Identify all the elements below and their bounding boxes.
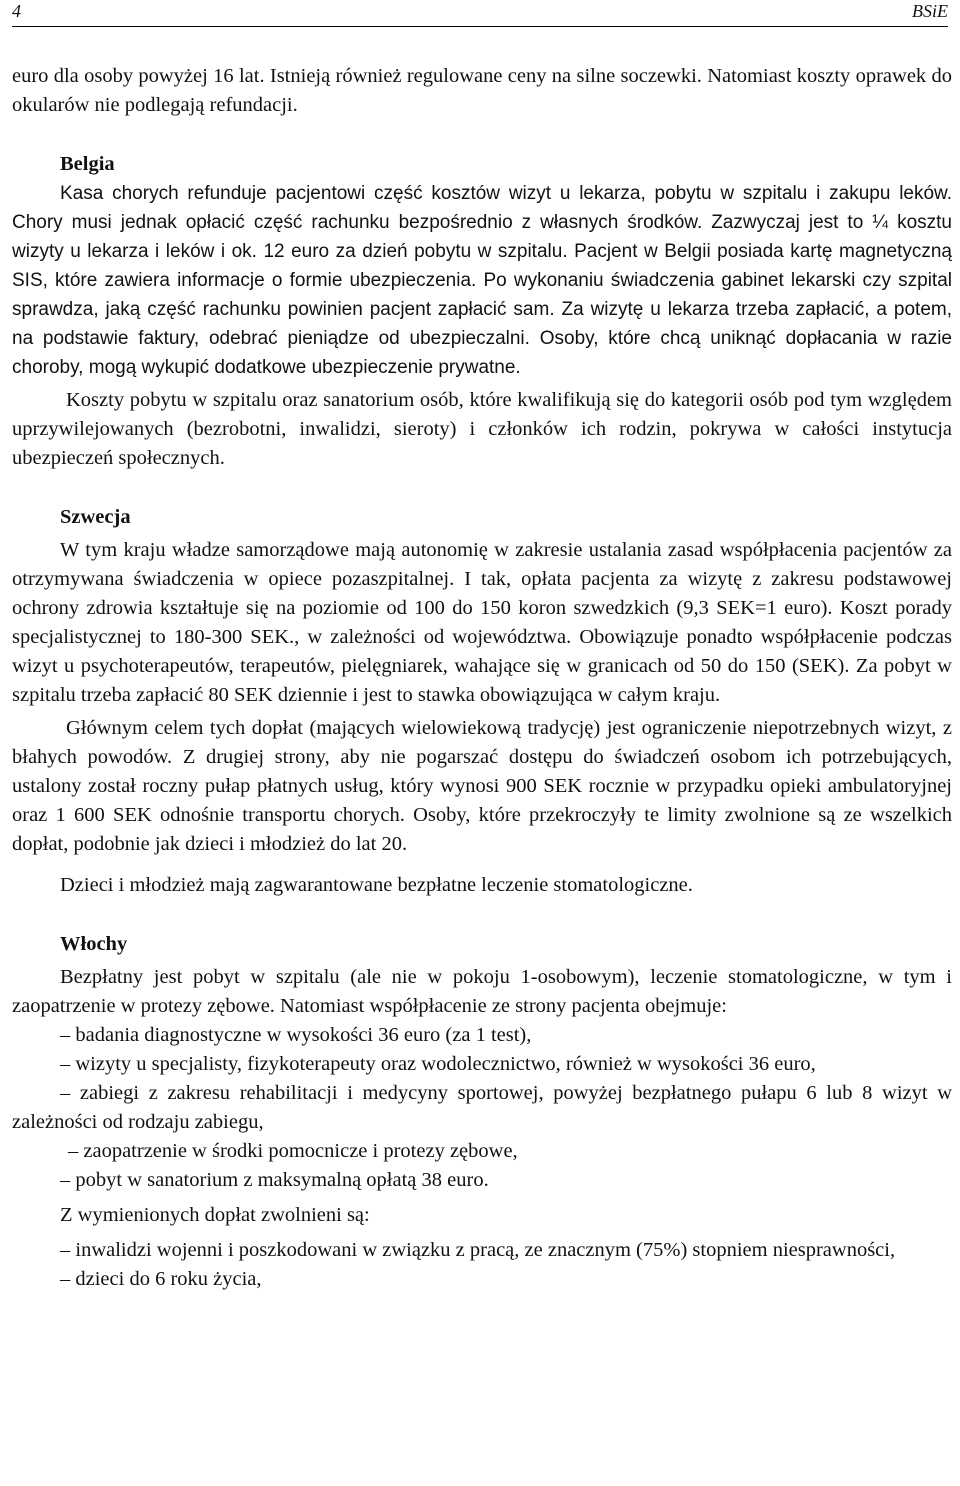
list-item: – zabiegi z zakresu rehabilitacji i medycyny sportowej, powyżej bezpłatnego pułapu 6 lub 8 wizyt w zależności od rodzaju zabiegu, (12, 1082, 952, 1133)
list-item: – wizyty u specjalisty, fizykoterapeuty oraz wodolecznictwo, również w wysokości 36 euro, (60, 1053, 816, 1075)
journal-name: BSiE (912, 1, 948, 21)
article-body (12, 62, 952, 1294)
szwecja-paragraph-3: Dzieci i młodzież mają zagwarantowane bezpłatne leczenie stomatologiczne. (60, 874, 693, 896)
section-title-wlochy: Włochy (60, 933, 128, 955)
list-item: – inwalidzi wojenni i poszkodowani w związku z pracą, ze znacznym (75%) stopniem niesprawności, (60, 1239, 896, 1261)
list-item: – badania diagnostyczne w wysokości 36 euro (za 1 test), (60, 1024, 532, 1046)
belgia-paragraph-2: Koszty pobytu w szpitalu oraz sanatorium osób, które kwalifikują się do kategorii osób pod tym względem uprzywilejowanych (bezrobotni, inwalidzi, sieroty) i członków ich rodzin, pokrywa w całości instytucja ubezpieczeń społecznych. (12, 389, 952, 469)
wlochy-paragraph-1: Bezpłatny jest pobyt w szpitalu (ale nie w pokoju 1-osobowym), leczenie stomatologiczne, w tym i zaopatrzenie w protezy zębowe. Natomiast współpłacenie ze strony pacjenta obejmuje: (12, 966, 952, 1017)
section-title-belgia: Belgia (60, 153, 115, 175)
list-item: – zaopatrzenie w środki pomocnicze i protezy zębowe, (68, 1140, 518, 1162)
page-number: 4 (12, 1, 21, 21)
list-item: – dzieci do 6 roku życia, (60, 1268, 262, 1290)
page-header (12, 0, 948, 27)
section-title-szwecja: Szwecja (60, 506, 131, 528)
wlochy-paragraph-2: Z wymienionych dopłat zwolnieni są: (60, 1204, 370, 1226)
intro-paragraph: euro dla osoby powyżej 16 lat. Istnieją również regulowane ceny na silne soczewki. Natomiast koszty oprawek do okularów nie podlegają refundacji. (12, 65, 952, 116)
szwecja-paragraph-1: W tym kraju władze samorządowe mają autonomię w zakresie ustalania zasad współpłacenia pacjentów za otrzymywana świadczenia w opiece pozaszpitalnej. I tak, opłata pacjenta za wizytę z zakresu podstawowej ochrony zdrowia kształtuje się na poziomie od 100 do 150 koron szwedzkich (9,3 SEK=1 euro). Koszt porady specjalistycznej to 180-300 SEK., w zależności od województwa. Obowiązuje ponadto współpłacenie podczas wizyt u psychoterapeutów, terapeutów, pielęgniarek, wahające się w granicach od 50 do 150 (SEK). Za pobyt w szpitalu trzeba zapłacić 80 SEK dziennie i jest to stawka obowiązująca w całym kraju. (12, 539, 952, 706)
list-item: – pobyt w sanatorium z maksymalną opłatą 38 euro. (60, 1169, 489, 1191)
szwecja-paragraph-2: Głównym celem tych dopłat (mających wielowiekową tradycję) jest ograniczenie niepotrzebnych wizyt, z błahych powodów. Z drugiej strony, aby nie pogarszać dostępu do świadczeń osobom ich potrzebujących, ustalony został roczny pułap płatnych usług, który wynosi 900 SEK rocznie w przypadku opieki ambulatoryjnej oraz 1 600 SEK odnośnie transportu chorych. Osoby, które przekroczyły te limity zwolnione są ze wszelkich dopłat, podobnie jak dzieci i młodzież do lat 20. (12, 717, 952, 855)
belgia-paragraph-1: Kasa chorych refunduje pacjentowi część kosztów wizyt u lekarza, pobytu w szpitalu i zakupu leków. Chory musi jednak opłacić część rachunku bezpośrednio z własnych środków. Zazwyczaj jest to ¼ kosztu wizyty u lekarza i leków i ok. 12 euro za dzień pobytu w szpitalu. Pacjent w Belgii posiada kartę magnetyczną SIS, które zawiera informacje o formie ubezpieczenia. Po wykonaniu świadczenia gabinet lekarski czy szpital sprawdza, jaką część rachunku powinien pacjent zapłacić sam. Za wizytę u lekarza trzeba zapłacić, a potem, na podstawie faktury, odebrać pieniądze od ubezpieczalni. Osoby, które chcą uniknąć dopłacania w razie choroby, mogą wykupić dodatkowe ubezpieczenie prywatne. (12, 183, 952, 378)
